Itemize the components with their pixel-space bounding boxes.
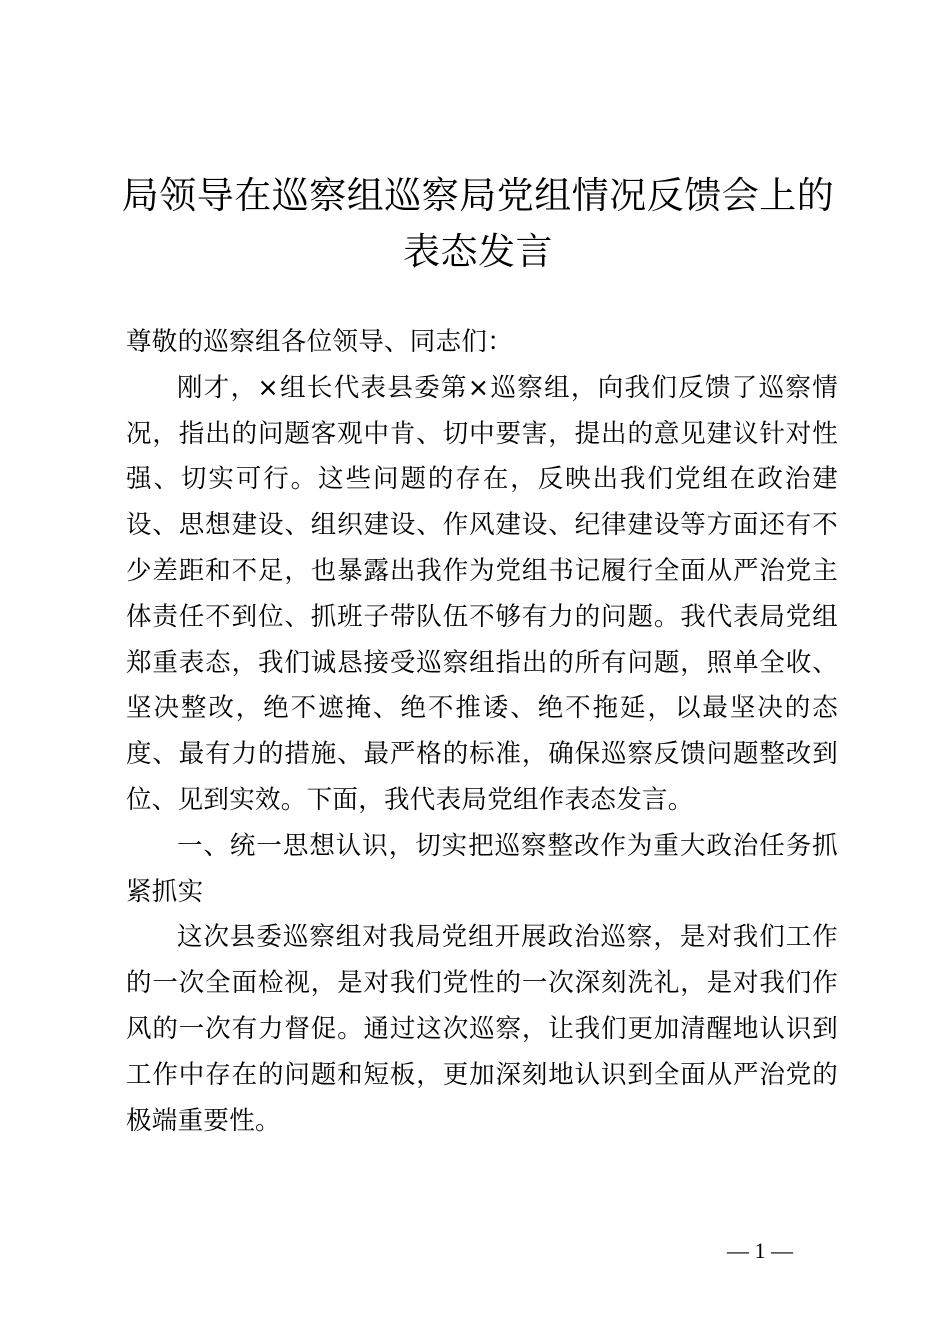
paragraph-opening: 刚才，×组长代表县委第×巡察组，向我们反馈了巡察情况，指出的问题客观中肯、切中要害，提出的意见建议针对性强、切实可行。这些问题的存在，反映出我们党组在政治建设、思想建设、组织建设、作风建设、纪律建设等方面还有不少差距和不足，也暴露出我作为党组书记履行全面从严治党主体责任不到位、抓班子带队伍不够有力的问题。我代表局党组郑重表态，我们诚恳接受巡察组指出的所有问题，照单全收、坚决整改，绝不遮掩、绝不推诿、绝不拖延，以最坚决的态度、最有力的措施、最严格的标准，确保巡察反馈问题整改到位、见到实效。下面，我代表局党组作表态发言。 xyxy=(126,372,838,815)
section-heading-1: 一、统一思想认识，切实把巡察整改作为重大政治任务抓紧抓实 xyxy=(126,830,838,907)
paragraph-section-1: 这次县委巡察组对我局党组开展政治巡察，是对我们工作的一次全面检视，是对我们党性的一次深刻洗礼，是对我们作风的一次有力督促。通过这次巡察，让我们更加清醒地认识到工作中存在的问题和短板，更加深刻地认识到全面从严治党的极端重要性。 xyxy=(126,922,838,1136)
document-title: 局领导在巡察组巡察局党组情况反馈会上的表态发言 xyxy=(121,174,835,273)
salutation: 尊敬的巡察组各位领导、同志们： xyxy=(126,327,514,357)
document-body xyxy=(126,320,838,1144)
page-number: — 1 — xyxy=(727,1238,793,1263)
